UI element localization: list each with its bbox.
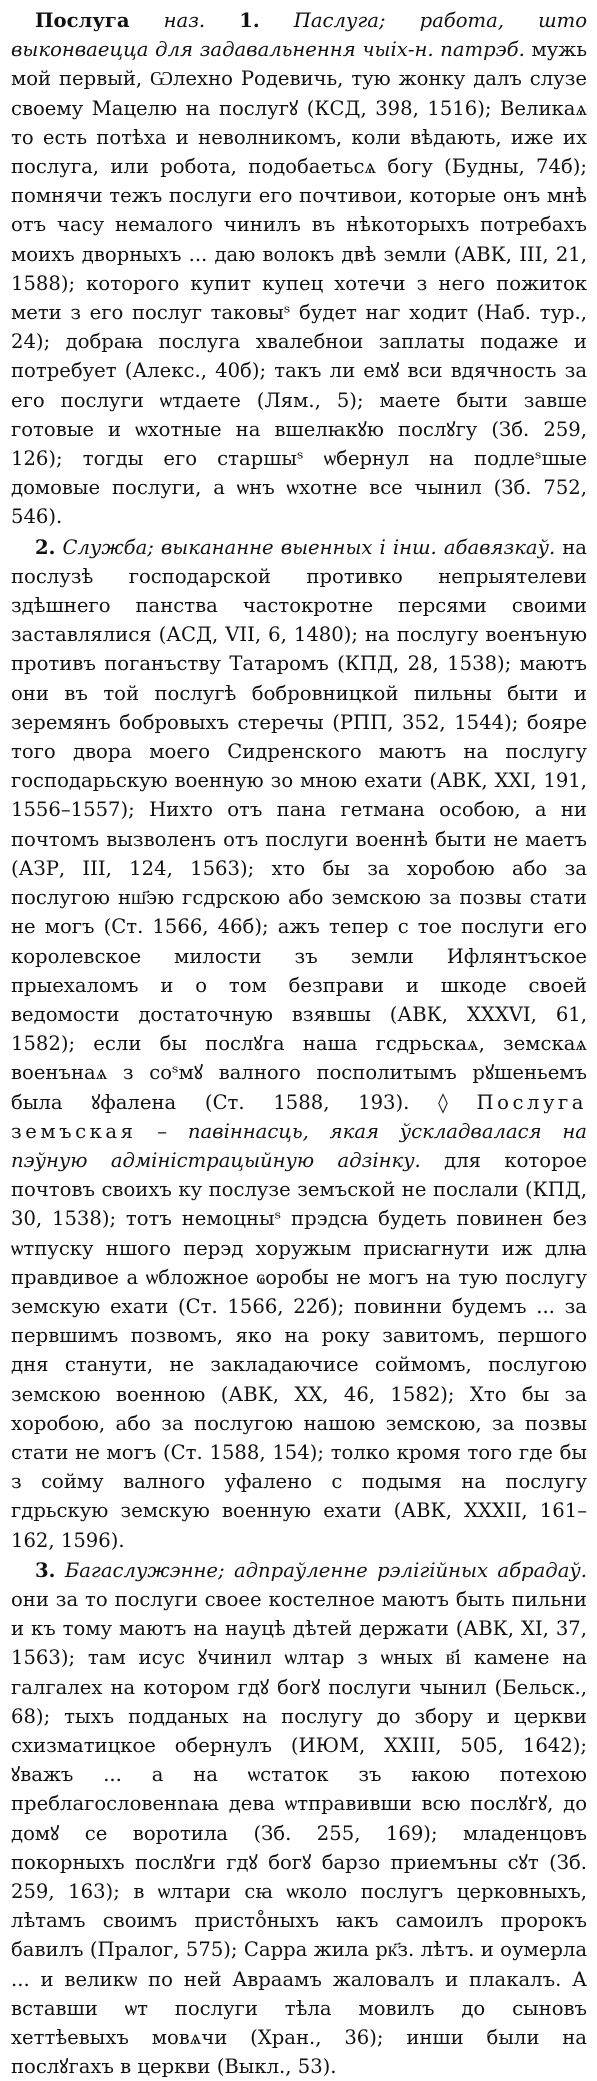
sense-number: 3. [35, 1558, 56, 1582]
sense-citations: на послузѣ господарской противко непрыятелеви здѣшнего панства частокротне персями своими заставлялися (АСД, VII, 6, 1480); на послугу военъную противъ поганъству Татаромъ (КПД, 28, 1538); маютъ они въ той послугѣ бобровницкой пильны быти и зеремянъ бобровыхъ стеречы (РПП, 352, 1544); бояре того двора моего Сидренского маютъ на послугу господарьскую военную зо мною ехати (АВК, XXI, 191, 1556–1557); Нихто отъ пана гетмана особою, а ни почтомъ вызволенъ отъ послуги военнѣ быти не маетъ (АЗР, III, 124, 1563); хто бы за хоробою або за послугою нш҃эю гсдрскою або земскою за позвы стати не могъ (Ст. 1566, 46б); ажъ тепер с тое послуги его королевское милости зъ земли Ифлянтъское прыехаломъ и о том безправи и шкоде своей ведомости достаточную взявшы (АВК, XXXVI, 61, 1582); если бы послꙋга наша гсдрьскаѧ, земскаѧ военънаѧ з соˢмꙋ валного посполитымъ рꙋшеньемъ была ꙋфалена (Ст. 1588, 193). [11, 535, 587, 1114]
phrase-citations: для которое почтовъ своихъ ку послузе земъской не послали (КПД, 30, 1538); тотъ немоцныˢ прэдсꙗ будеть повинен без ѡтпуску ншого перэд хоружым присꙗгнути иж длꙗ правдивое а ѡбложное ҩоробы не могъ на тую послугу земскую ехати (Ст. 1566, 22б); повинни будемъ ... за первшимъ позвомъ, яко на року завитомъ, першого дня станути, не закладаючисе соймомъ, послугою земскою военною (АВК, XX, 46, 1582); Хто бы за хоробою, або за послугою нашою земскою, за позвы стати не могъ (Ст. 1588, 154); толко кромя того где бы з сойму валного уфалено с подымя на послугу гдрьскую земскую военную ехати (АВК, XXXII, 161–162, 1596). [11, 1148, 587, 1552]
phrase-marker-icon: ◊ [438, 1090, 448, 1114]
dictionary-entry [11, 6, 587, 2081]
grammar-label: наз. [163, 9, 206, 32]
sense-definition: Паслуга; работа, што выконваецца для задавальнення чыіх-н. патрэб. [11, 9, 588, 62]
sense-number: 2. [35, 535, 56, 559]
sense-definition: Служба; выкананне выенных і інш. абавязкаў. [62, 535, 556, 559]
entry-headword: Послуга [35, 9, 130, 32]
sense-3 [11, 1556, 587, 2081]
sense-citations: мужь мой первый, Ѡлехно Родевичь, тую жонку далъ слузе своему Мацелю на послугꙋ (КСД, 398, 1516); Великаѧ то есть потѣха и неволникомъ, коли вѣдають, иже их послуга, или робота, подобаетьсѧ богу (Будны, 74б); помнячи тежъ послуги его почтивои, которые онъ мнѣ отъ часу немалого чинилъ въ нѣкоторыхъ потребахъ моихъ дворныхъ ... даю волокъ двѣ земли (АВК, III, 21, 1588); которого купит купец хотечи з него пожиток мети з его послуг таковыˢ будет наг ходит (Наб. тур., 24); добраꙗ послуга хвалебнои заплаты подаже и потребует (Алекс., 40б); такъ ли емꙋ вси вдячность за его послуги ѡтдаете (Лям., 5); маете быти завше готовые и ѡхотные на вшелꙗкꙋю послꙋгу (Зб. 259, 126); тогды его старшыˢ ѡбернул на подлеˢшые домовые послуги, а ѡнъ ѡхотне все чынил (Зб. 752, 546). [11, 38, 587, 529]
sense-2 [11, 533, 587, 1555]
phrase-headword: Послуга земъская [11, 1090, 588, 1143]
sense-citations: они за то послуги своее костелное маютъ быть пильни и къ тому маютъ на науцѣ дѣтей держати (АВК, XI, 37, 1563); там исус ꙋчинил ѡлтар з ѡных в҃і камене на галгалех на котором гдꙋ богꙋ послуги чынил (Бельск., 68); тыхъ подданых на послугу до збору и церкви схизматицкое обернулъ (ИЮМ, XXIII, 505, 1642); ꙋважъ ... а на ѡстаток зъ ꙗкою потехою преблагословенnаꙗ дева ѡтправивши всю послꙋгꙋ, до домꙋ се воротила (Зб. 255, 169); младенцовъ покорныхъ послꙋги гдꙋ богꙋ барзо приемъны сꙋт (Зб. 259, 163); в ѡлтари сꙗ ѡколо послугъ церковныхъ, лѣтамъ своимъ присто̊ныхъ ꙗкъ самоилъ пророкъ бавилъ (Пралог, 575); Сарра жила рк҃з. лѣтъ. и оумерла ... и великѡ по ней Авраамъ жаловалъ и плакалъ. А вставши ѡт послуги тѣла мовилъ до сыновъ хеттѣевыхъ мовѧчи (Хран., 36); инши были на послꙋгахъ в церкви (Выкл., 53). [11, 1587, 587, 2079]
sense-1 [11, 6, 587, 532]
sense-definition: Багаслужэнне; адпраўленне рэлігійных абрадаў. [64, 1558, 587, 1582]
sense-number: 1. [239, 9, 260, 32]
phrase-definition: – павіннасць, якая ўскладвалася на пэўную адміністрацыйную адзінку. [11, 1119, 587, 1172]
